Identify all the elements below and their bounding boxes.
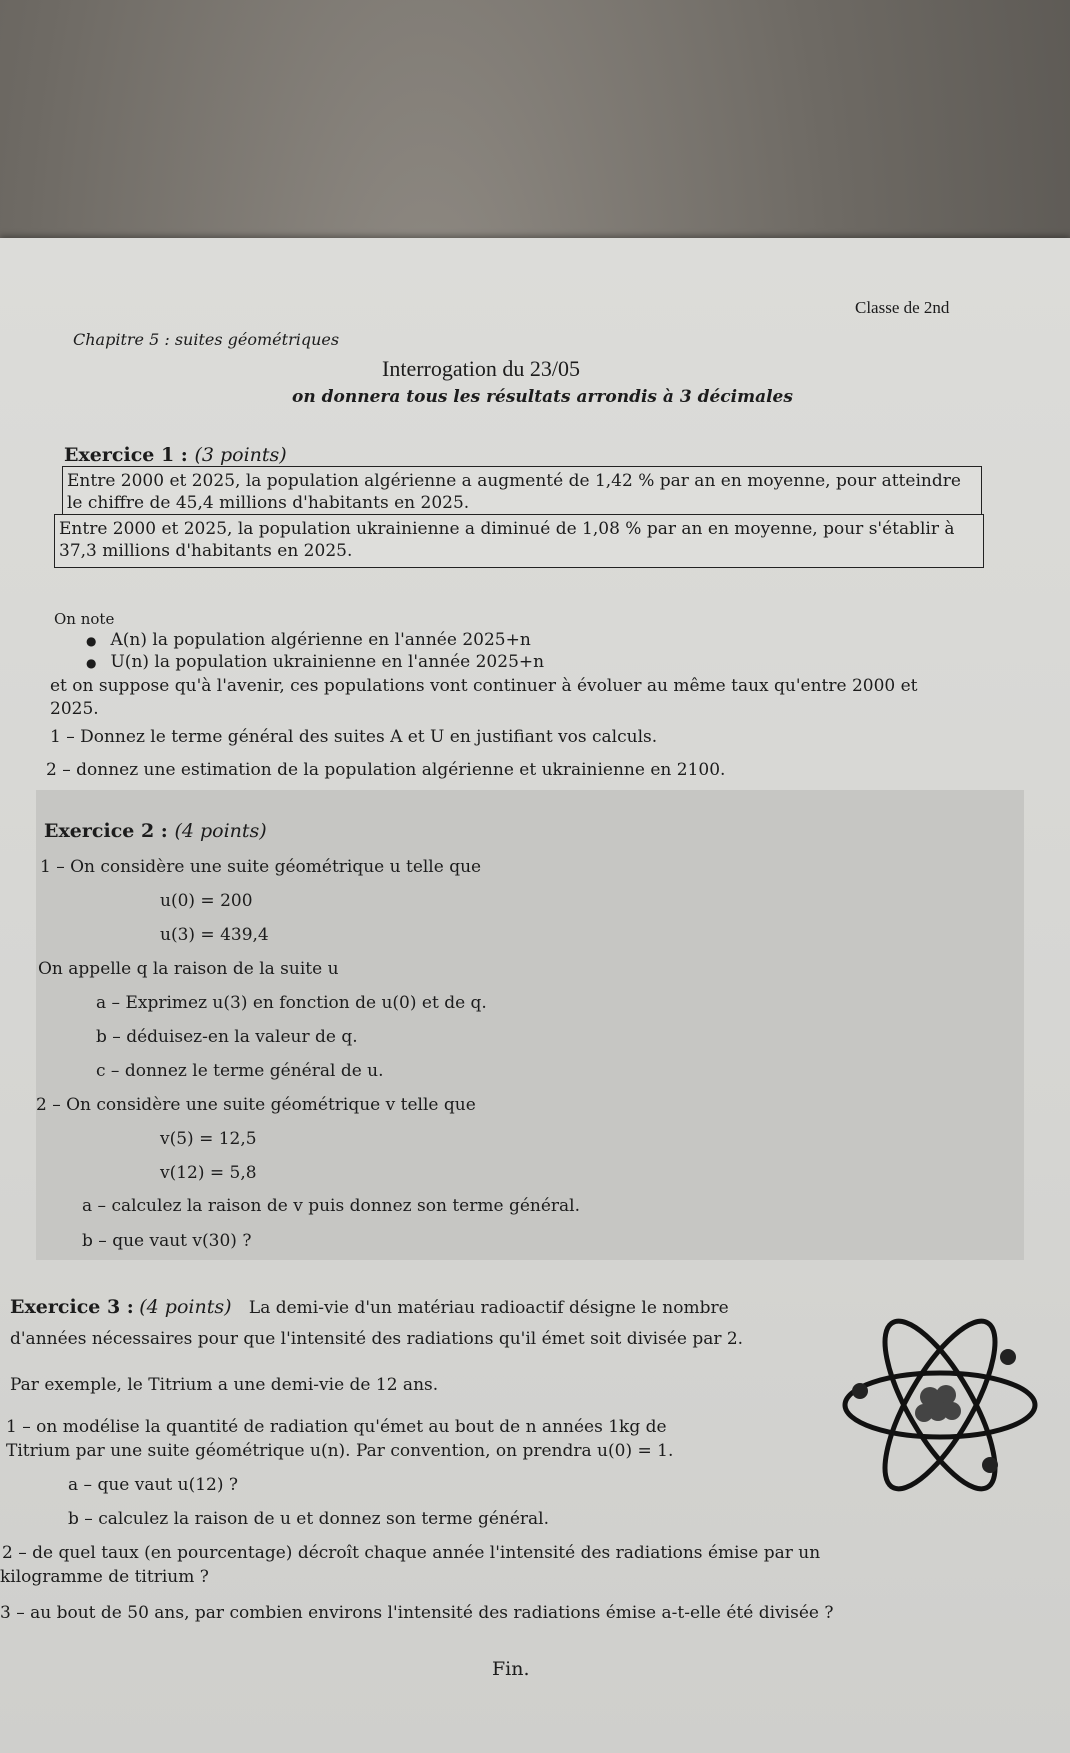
ex3-b: b – calculez la raison de u et donnez son terme général. [68,1509,549,1529]
ex3-exemple: Par exemple, le Titrium a une demi-vie de 12 ans. [10,1375,439,1395]
ex3-intro-line2: d'années nécessaires pour que l'intensité des radiations qu'il émet soit divisée par 2. [10,1329,744,1349]
ex1-box1-line2: le chiffre de 45,4 millions d'habitants en 2025. [67,493,470,513]
ex3-points: (4 points) [139,1296,232,1318]
ex1-box2-line2: 37,3 millions d'habitants en 2025. [59,541,353,561]
ex2-b: b – déduisez-en la valeur de q. [96,1027,358,1047]
ex1-box-algeria [62,466,982,518]
bullet-icon: ● [86,634,97,648]
ex1-on-note: On note [54,610,115,628]
ex3-title: Exercice 3 : [10,1296,134,1318]
ex2-v5: v(5) = 12,5 [160,1129,257,1149]
ex3-question-2-line1: 2 – de quel taux (en pourcentage) décroît chaque année l'intensité des radiations émise par un [2,1543,821,1563]
ex1-box2-line1: Entre 2000 et 2025, la population ukrainienne a diminué de 1,08 % par an en moyenne, pour s'établir à [59,519,955,539]
ex3-intro-line1: La demi-vie d'un matériau radioactif désigne le nombre [248,1298,729,1318]
page-subtitle: on donnera tous les résultats arrondis à 3 décimales [292,387,793,407]
ex1-box1-line1: Entre 2000 et 2025, la population algérienne a augmenté de 1,42 % par an en moyenne, pour atteindre [67,471,961,491]
ex3-question-1-line2: Titrium par une suite géométrique u(n). Par convention, on prendra u(0) = 1. [6,1441,674,1461]
ex2-a: a – Exprimez u(3) en fonction de u(0) et de q. [96,993,487,1013]
page-title: Interrogation du 23/05 [382,356,580,381]
ex2-u3: u(3) = 439,4 [160,925,269,945]
ex1-points: (3 points) [194,444,287,466]
bullet-icon: ● [86,656,97,670]
ex2-points: (4 points) [174,820,267,842]
ex3-question-3: 3 – au bout de 50 ans, par combien environs l'intensité des radiations émise a-t-elle été divisée ? [0,1603,834,1623]
ex2-question-1: 1 – On considère une suite géométrique u telle que [40,857,482,877]
ex2-question-2: 2 – On considère une suite géométrique v telle que [36,1095,476,1115]
paper-sheet [0,238,1070,1753]
ex2-u0: u(0) = 200 [160,891,253,911]
ex1-bullet-u-text: U(n) la population ukrainienne en l'année 2025+n [110,652,545,672]
ex3-question-2-line2: kilogramme de titrium ? [0,1567,209,1587]
fin-label: Fin. [492,1658,530,1680]
chapitre-label: Chapitre 5 : suites géométriques [73,330,340,349]
ex2-v12: v(12) = 5,8 [160,1163,257,1183]
atom-icon [830,1295,1050,1515]
ex2-b2: b – que vaut v(30) ? [82,1231,252,1251]
ex1-suppose-line1: et on suppose qu'à l'avenir, ces populations vont continuer à évoluer au même taux qu'entre 2000 et [50,676,918,696]
ex2-title: Exercice 2 : [44,820,168,842]
ex1-bullet-a-text: A(n) la population algérienne en l'année 2025+n [110,630,531,650]
ex1-heading [64,444,287,466]
ex1-suppose-line2: 2025. [50,699,99,719]
ex2-c: c – donnez le terme général de u. [96,1061,384,1081]
ex3-question-1-line1: 1 – on modélise la quantité de radiation qu'émet au bout de n années 1kg de [6,1417,667,1437]
ex2-section [36,790,1024,1260]
ex2-a2: a – calculez la raison de v puis donnez son terme général. [82,1196,581,1216]
ex1-title: Exercice 1 : [64,444,188,466]
ex1-bullet-u [86,651,544,674]
ex1-question-1: 1 – Donnez le terme général des suites A et U en justifiant vos calculs. [50,727,658,747]
ex2-raison: On appelle q la raison de la suite u [38,959,339,979]
classe-label: Classe de 2nd [855,298,950,317]
ex1-question-2: 2 – donnez une estimation de la population algérienne et ukrainienne en 2100. [46,760,726,780]
ex2-heading [44,820,267,842]
ex1-box-ukraine [54,514,984,568]
ex1-bullet-a [86,629,531,652]
ex3-a: a – que vaut u(12) ? [68,1475,239,1495]
ex3-heading [10,1296,729,1319]
